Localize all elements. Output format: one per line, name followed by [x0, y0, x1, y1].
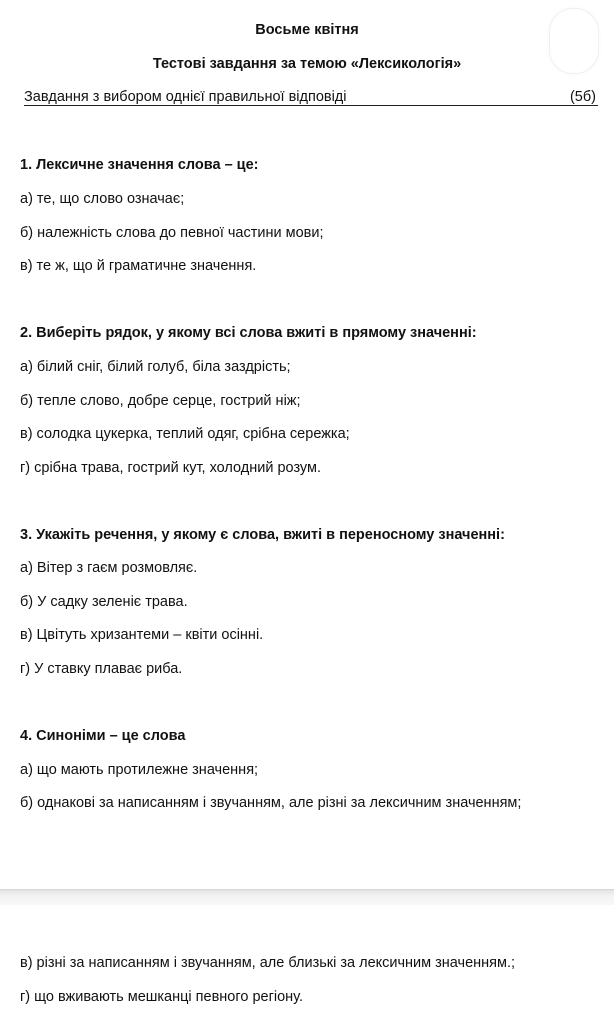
section-header: [24, 89, 598, 106]
page-break: [0, 889, 614, 905]
section-points: (5б): [569, 89, 596, 105]
answer-2b: б) тепле слово, добре серце, гострий ніж;: [20, 393, 301, 409]
answer-4b: б) однакові за написанням і звучанням, але різні за лексичним значенням;: [20, 795, 522, 811]
answer-3a: а) Вітер з гаєм розмовляє.: [20, 560, 198, 576]
answer-4c: в) різні за написанням і звучанням, але близькі за лексичним значенням.;: [20, 955, 516, 971]
answer-4d: г) що вживають мешканці певного регіону.: [20, 989, 303, 1005]
answer-3c: в) Цвітуть хризантеми – квіти осінні.: [20, 627, 264, 643]
answer-2c: в) солодка цукерка, теплий одяг, срібна сережка;: [20, 426, 350, 442]
question-3: 3. Укажіть речення, у якому є слова, вжиті в переносному значенні:: [20, 527, 505, 543]
document-date-title: Восьме квітня: [255, 22, 359, 38]
answer-1c: в) те ж, що й граматичне значення.: [20, 258, 257, 274]
question-2: 2. Виберіть рядок, у якому всі слова вжиті в прямому значенні:: [20, 325, 477, 341]
answer-2a: а) білий сніг, білий голуб, біла заздрість;: [20, 359, 291, 375]
answer-1a: а) те, що слово означає;: [20, 191, 185, 207]
document-page-2: [0, 905, 614, 1021]
question-1: 1. Лексичне значення слова – це:: [20, 157, 259, 173]
answer-4a: а) що мають протилежне значення;: [20, 762, 259, 778]
document-topic-title: Тестові завдання за темою «Лексикологія»: [152, 56, 462, 72]
answer-3b: б) У садку зеленіє трава.: [20, 594, 188, 610]
section-label: Завдання з вибором однієї правильної відповіді: [24, 89, 347, 105]
answer-1b: б) належність слова до певної частини мови;: [20, 225, 324, 241]
answer-2d: г) срібна трава, гострий кут, холодний розум.: [20, 460, 322, 476]
question-4: 4. Синоніми – це слова: [20, 728, 186, 744]
answer-3d: г) У ставку плаває риба.: [20, 661, 183, 677]
